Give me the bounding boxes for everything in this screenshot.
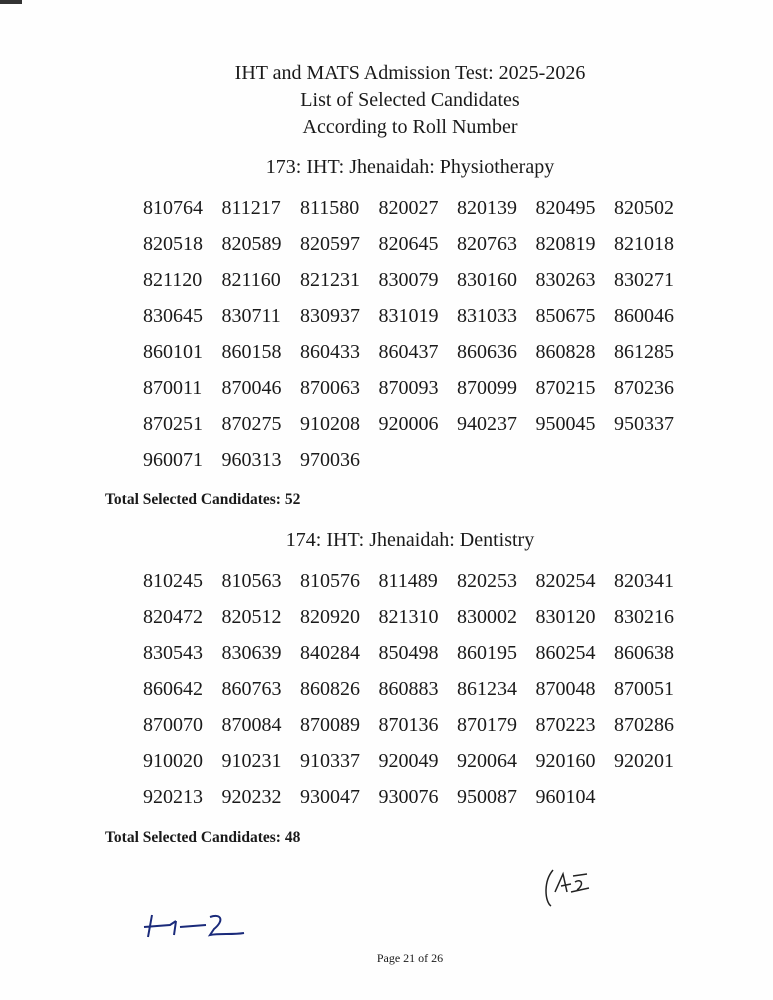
roll-number: 820472 bbox=[143, 606, 203, 628]
roll-number: 820589 bbox=[221, 233, 282, 255]
roll-number: 860763 bbox=[221, 678, 282, 700]
roll-number: 840284 bbox=[300, 642, 360, 664]
roll-number: 811580 bbox=[300, 197, 360, 219]
roll-number-grid bbox=[143, 570, 693, 822]
roll-number: 830160 bbox=[457, 269, 517, 291]
roll-number: 870089 bbox=[300, 714, 360, 736]
roll-number: 870046 bbox=[221, 377, 282, 399]
roll-number: 860254 bbox=[535, 642, 596, 664]
roll-number: 820512 bbox=[221, 606, 282, 628]
roll-number: 830120 bbox=[535, 606, 596, 628]
roll-number: 940237 bbox=[457, 413, 517, 435]
roll-number: 920006 bbox=[378, 413, 439, 435]
roll-number: 830711 bbox=[221, 305, 281, 327]
roll-number: 870275 bbox=[221, 413, 282, 435]
roll-number: 830937 bbox=[300, 305, 360, 327]
roll-number: 820518 bbox=[143, 233, 203, 255]
roll-number: 821231 bbox=[300, 269, 360, 291]
roll-number: 810576 bbox=[300, 570, 360, 592]
roll-number: 960313 bbox=[221, 449, 282, 471]
total-selected: Total Selected Candidates: 52 bbox=[105, 491, 301, 508]
signature-right bbox=[535, 862, 615, 912]
roll-number: 820819 bbox=[535, 233, 596, 255]
roll-number: 870136 bbox=[378, 714, 439, 736]
roll-number: 831033 bbox=[457, 305, 517, 327]
roll-number: 950087 bbox=[457, 786, 517, 808]
roll-number: 870251 bbox=[143, 413, 203, 435]
roll-number: 870048 bbox=[535, 678, 596, 700]
roll-number: 860642 bbox=[143, 678, 203, 700]
roll-number: 860046 bbox=[614, 305, 674, 327]
roll-number: 831019 bbox=[378, 305, 439, 327]
roll-number: 860195 bbox=[457, 642, 517, 664]
roll-number: 860826 bbox=[300, 678, 360, 700]
roll-number: 860101 bbox=[143, 341, 203, 363]
roll-number: 860636 bbox=[457, 341, 517, 363]
roll-number: 860437 bbox=[378, 341, 439, 363]
roll-number: 910208 bbox=[300, 413, 360, 435]
roll-number: 870051 bbox=[614, 678, 674, 700]
scan-mark bbox=[0, 0, 22, 4]
roll-number: 820597 bbox=[300, 233, 360, 255]
roll-number: 920160 bbox=[535, 750, 596, 772]
roll-number: 860638 bbox=[614, 642, 674, 664]
roll-number: 870179 bbox=[457, 714, 517, 736]
roll-number: 820763 bbox=[457, 233, 517, 255]
roll-number: 870011 bbox=[143, 377, 203, 399]
roll-number: 870223 bbox=[535, 714, 596, 736]
section-title: 173: IHT: Jhenaidah: Physiotherapy bbox=[265, 156, 555, 178]
roll-number: 830543 bbox=[143, 642, 203, 664]
roll-number: 810764 bbox=[143, 197, 203, 219]
roll-number: 810245 bbox=[143, 570, 203, 592]
roll-number: 960104 bbox=[535, 786, 596, 808]
roll-number: 811217 bbox=[221, 197, 281, 219]
document-title: IHT and MATS Admission Test: 2025-2026 bbox=[234, 62, 586, 84]
roll-number: 830639 bbox=[221, 642, 282, 664]
roll-number: 820254 bbox=[535, 570, 596, 592]
roll-number: 930076 bbox=[378, 786, 439, 808]
roll-number: 910231 bbox=[221, 750, 282, 772]
roll-number: 820502 bbox=[614, 197, 674, 219]
roll-number: 970036 bbox=[300, 449, 360, 471]
roll-number: 920201 bbox=[614, 750, 674, 772]
roll-number: 821310 bbox=[378, 606, 439, 628]
roll-number: 830002 bbox=[457, 606, 517, 628]
roll-number: 920064 bbox=[457, 750, 517, 772]
roll-number: 820645 bbox=[378, 233, 439, 255]
roll-number: 860433 bbox=[300, 341, 360, 363]
roll-number: 910337 bbox=[300, 750, 360, 772]
roll-number: 920049 bbox=[378, 750, 439, 772]
roll-number: 820495 bbox=[535, 197, 596, 219]
roll-number: 820920 bbox=[300, 606, 360, 628]
roll-number: 860158 bbox=[221, 341, 282, 363]
roll-number: 821160 bbox=[221, 269, 281, 291]
roll-number: 870286 bbox=[614, 714, 674, 736]
total-selected: Total Selected Candidates: 48 bbox=[105, 829, 301, 846]
roll-number: 870236 bbox=[614, 377, 674, 399]
roll-number: 830263 bbox=[535, 269, 596, 291]
roll-number: 960071 bbox=[143, 449, 203, 471]
roll-number: 821018 bbox=[614, 233, 674, 255]
roll-number: 910020 bbox=[143, 750, 203, 772]
roll-number: 820027 bbox=[378, 197, 439, 219]
roll-number: 861234 bbox=[457, 678, 517, 700]
roll-number: 830271 bbox=[614, 269, 674, 291]
signature-left bbox=[140, 905, 250, 945]
roll-number: 821120 bbox=[143, 269, 203, 291]
roll-number: 810563 bbox=[221, 570, 282, 592]
roll-number: 920213 bbox=[143, 786, 203, 808]
roll-number-grid bbox=[143, 197, 693, 485]
roll-number: 830079 bbox=[378, 269, 439, 291]
roll-number: 870215 bbox=[535, 377, 596, 399]
roll-number: 920232 bbox=[221, 786, 282, 808]
document-subtitle-2: According to Roll Number bbox=[302, 116, 518, 138]
roll-number: 870070 bbox=[143, 714, 203, 736]
roll-number: 870099 bbox=[457, 377, 517, 399]
roll-number: 860828 bbox=[535, 341, 596, 363]
roll-number: 811489 bbox=[378, 570, 438, 592]
roll-number: 820139 bbox=[457, 197, 517, 219]
roll-number: 820341 bbox=[614, 570, 674, 592]
roll-number: 870084 bbox=[221, 714, 282, 736]
roll-number: 820253 bbox=[457, 570, 517, 592]
roll-number: 850675 bbox=[535, 305, 596, 327]
roll-number: 860883 bbox=[378, 678, 439, 700]
roll-number: 950337 bbox=[614, 413, 674, 435]
roll-number: 830216 bbox=[614, 606, 674, 628]
section-title: 174: IHT: Jhenaidah: Dentistry bbox=[285, 529, 535, 551]
roll-number: 861285 bbox=[614, 341, 674, 363]
roll-number: 870093 bbox=[378, 377, 439, 399]
document-subtitle: List of Selected Candidates bbox=[300, 89, 520, 111]
roll-number: 850498 bbox=[378, 642, 439, 664]
roll-number: 830645 bbox=[143, 305, 203, 327]
roll-number: 950045 bbox=[535, 413, 596, 435]
roll-number: 870063 bbox=[300, 377, 360, 399]
page-number: Page 21 of 26 bbox=[376, 951, 444, 965]
roll-number: 930047 bbox=[300, 786, 360, 808]
